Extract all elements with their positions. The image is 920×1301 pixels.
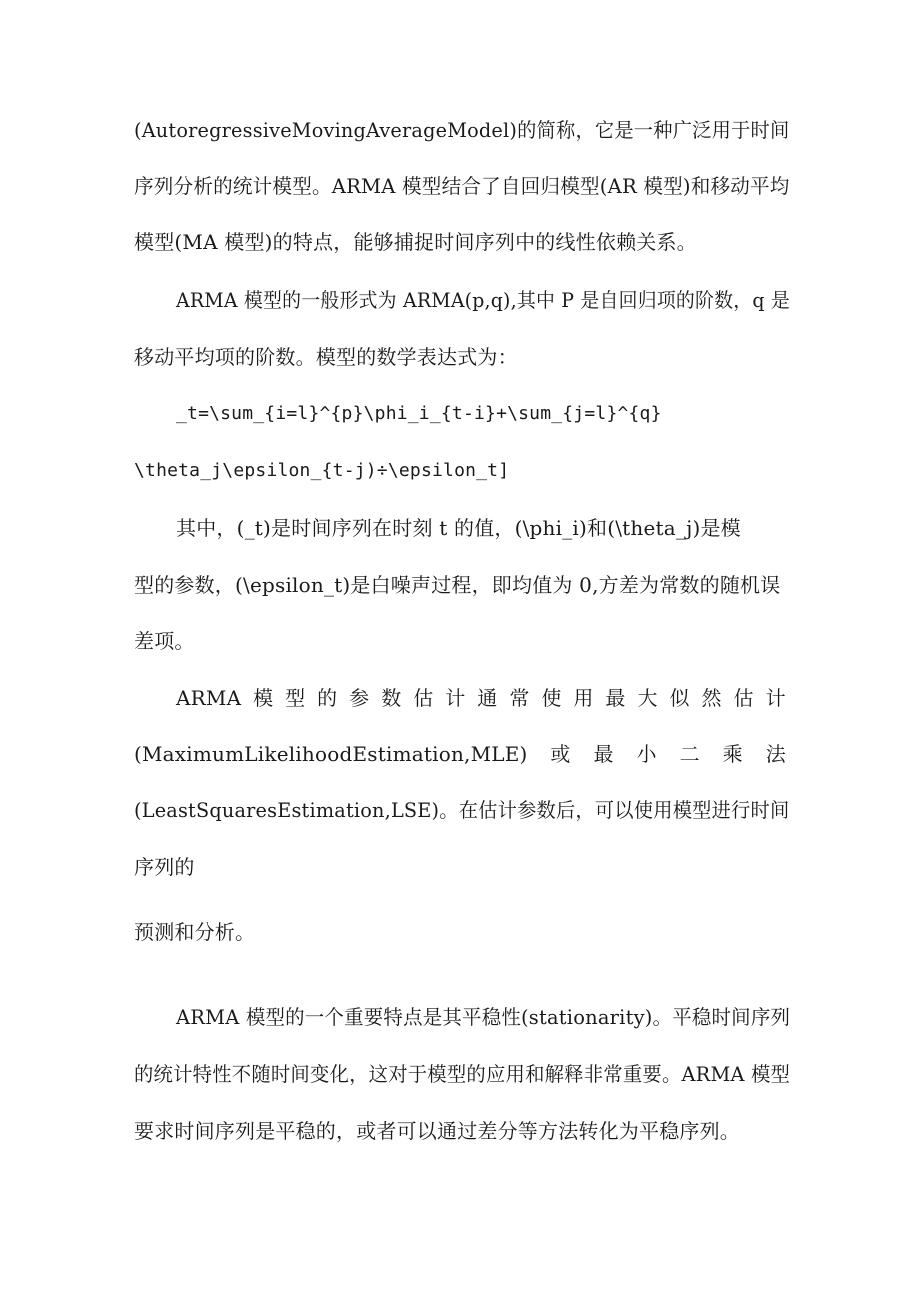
paragraph-4-line-3: (LeastSquaresEstimation,LSE)。在估计参数后，可以使用模型进行时间 <box>134 798 790 822</box>
paragraph-2-line-1: ARMA 模型的一般形式为 ARMA(p,q),其中 P 是自回归项的阶数，q 是 <box>176 288 790 312</box>
word: 使 <box>541 686 562 710</box>
word: 似 <box>669 686 690 710</box>
word: 常 <box>509 686 530 710</box>
word: 小 <box>636 742 657 766</box>
paragraph-1-line-1: (AutoregressiveMovingAverageModel)的简称，它是一种广泛用于时间 <box>134 118 790 142</box>
formula-line-2: \theta_j\epsilon_{t-j)÷\epsilon_t] <box>134 460 510 481</box>
paragraph-1-line-2: 序列分析的统计模型。ARMA 模型结合了自回归模型(AR 模型)和移动平均 <box>134 174 790 198</box>
paragraph-4-line-2 <box>134 742 786 766</box>
word: 乘 <box>722 742 743 766</box>
paragraph-4-line-4: 序列的 <box>134 855 195 879</box>
word: 最 <box>605 686 626 710</box>
paragraph-3-line-3: 差项。 <box>134 629 195 653</box>
word: (MaximumLikelihoodEstimation,MLE) <box>134 742 528 766</box>
word: 法 <box>765 742 786 766</box>
word: 最 <box>593 742 614 766</box>
formula-line-1: _t=\sum_{i=l}^{p}\phi_i_{t-i}+\sum_{j=l}^{q} <box>176 403 662 424</box>
paragraph-3-line-1: 其中，(_t)是时间序列在时刻 t 的值，(\phi_i)和(\theta_j)是模 <box>176 516 741 540</box>
word: 然 <box>701 686 722 710</box>
paragraph-1-line-3: 模型(MA 模型)的特点，能够捕捉时间序列中的线性依赖关系。 <box>134 230 697 254</box>
word: 估 <box>733 686 754 710</box>
word: 型 <box>285 686 306 710</box>
paragraph-6-line-2: 的统计特性不随时间变化，这对于模型的应用和解释非常重要。ARMA 模型 <box>134 1062 791 1086</box>
word: 大 <box>637 686 658 710</box>
paragraph-6-line-3: 要求时间序列是平稳的，或者可以通过差分等方法转化为平稳序列。 <box>134 1119 740 1143</box>
paragraph-6-line-1: ARMA 模型的一个重要特点是其平稳性(stationarity)。平稳时间序列 <box>176 1005 791 1029</box>
word: 数 <box>381 686 402 710</box>
word: 参 <box>349 686 370 710</box>
word: 用 <box>573 686 594 710</box>
paragraph-5-line-1: 预测和分析。 <box>134 920 256 944</box>
word: 估 <box>413 686 434 710</box>
word: 二 <box>679 742 700 766</box>
paragraph-4-line-1 <box>176 686 786 710</box>
word: 模 <box>253 686 274 710</box>
word: 的 <box>317 686 338 710</box>
word: 或 <box>550 742 571 766</box>
word: 计 <box>765 686 786 710</box>
paragraph-3-line-2: 型的参数，(\epsilon_t)是白噪声过程，即均值为 0,方差为常数的随机误 <box>134 573 781 597</box>
paragraph-2-line-2: 移动平均项的阶数。模型的数学表达式为： <box>134 345 518 369</box>
word: 计 <box>445 686 466 710</box>
word: 通 <box>477 686 498 710</box>
word: ARMA <box>176 686 242 710</box>
